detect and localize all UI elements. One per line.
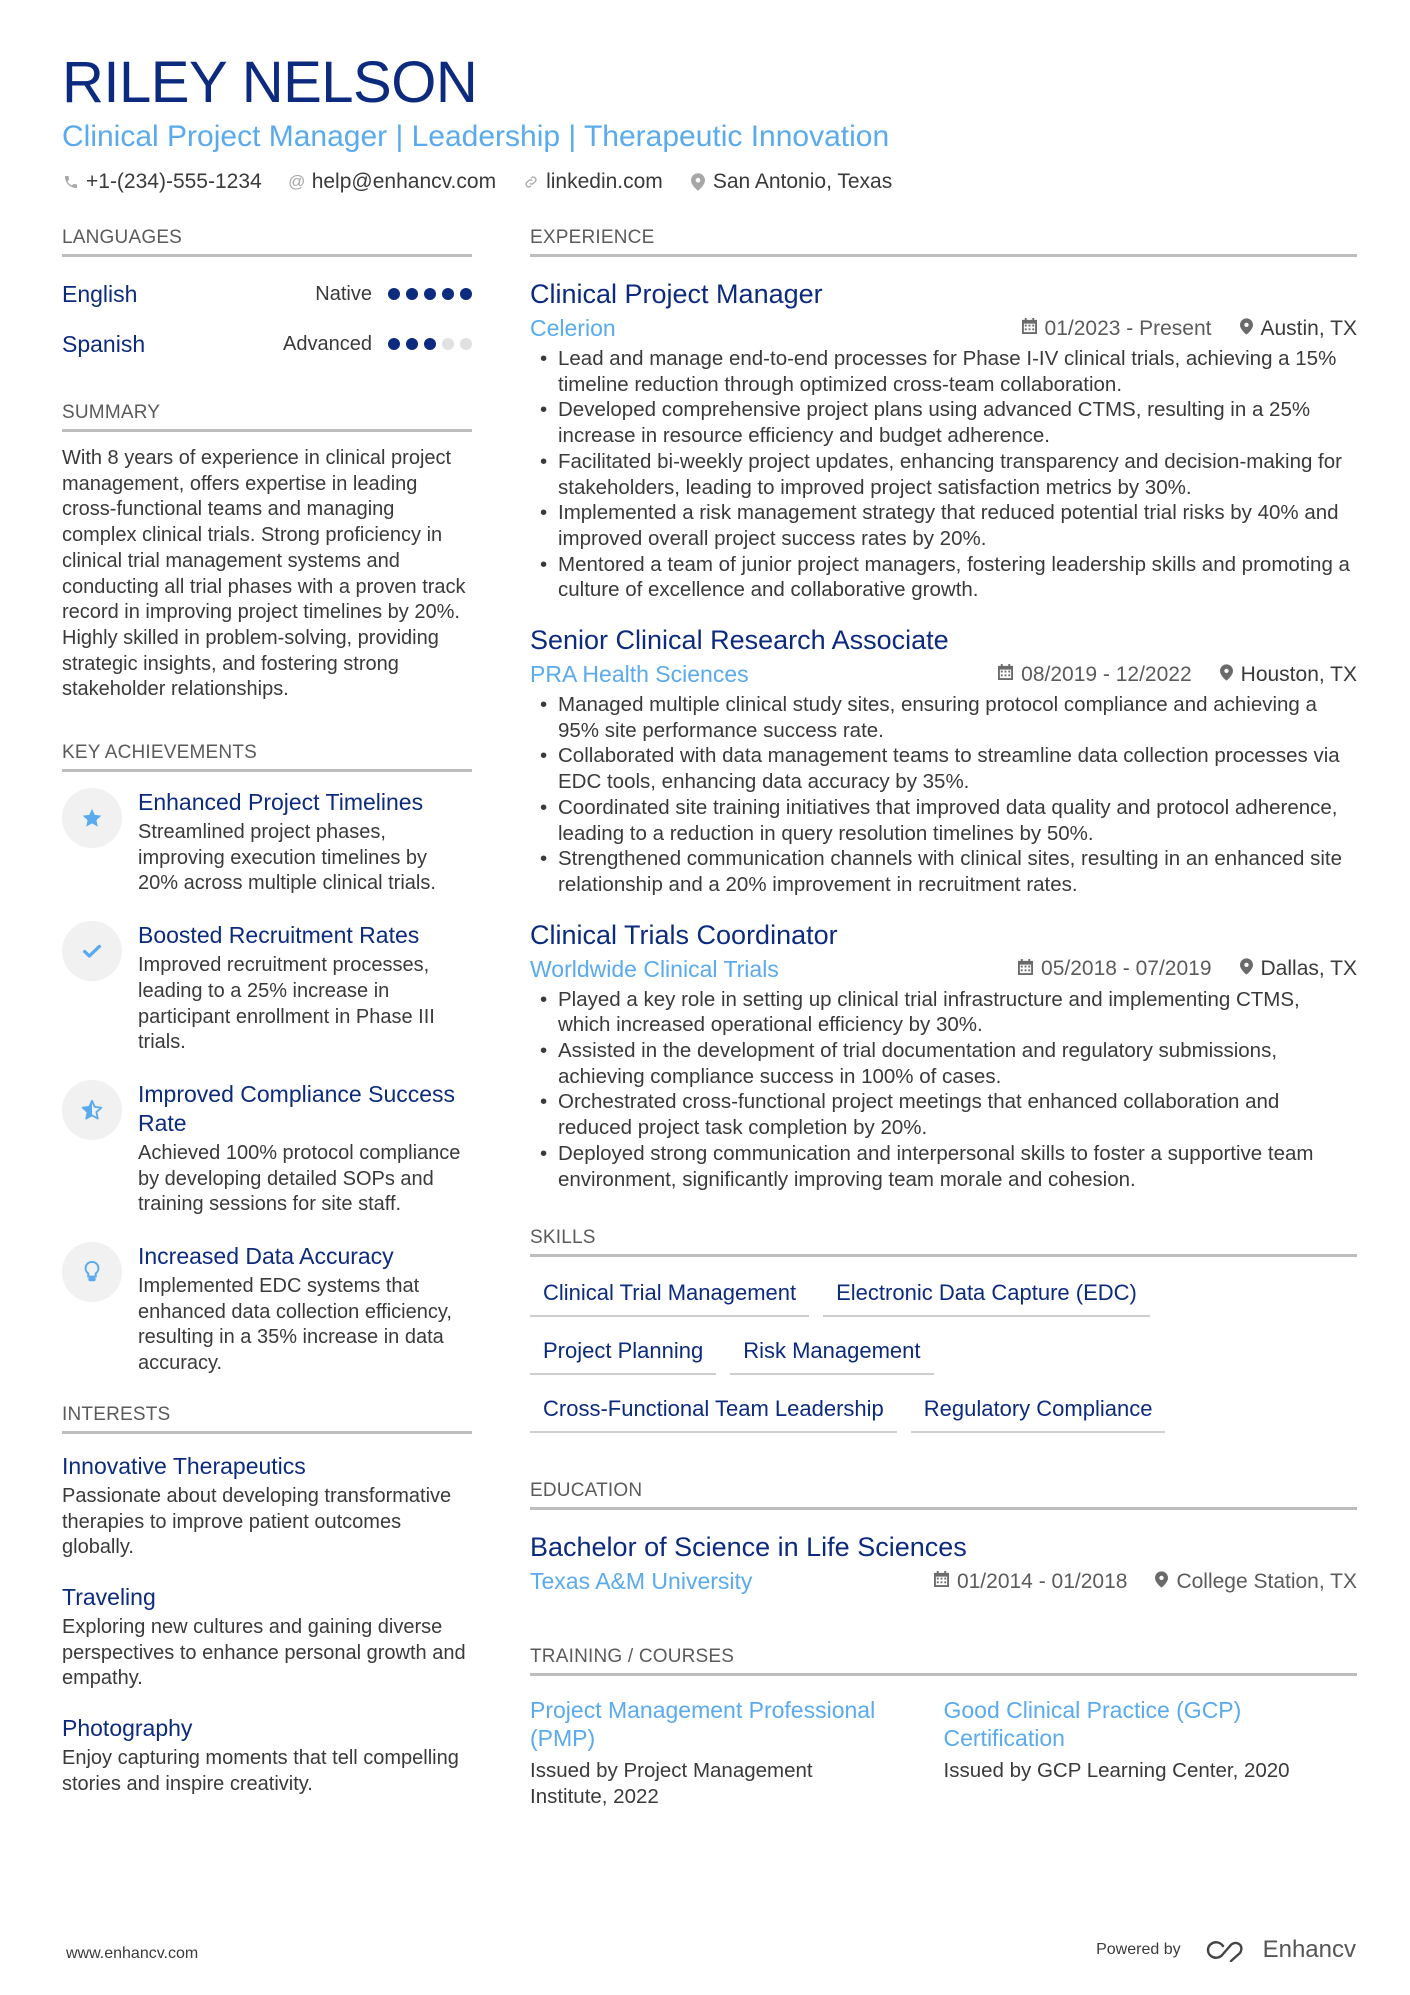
link-icon <box>522 174 540 190</box>
job-dates-value: 08/2019 - 12/2022 <box>1021 662 1192 686</box>
job-dates <box>1022 317 1212 341</box>
course-title: Good Clinical Practice (GCP) Certification <box>943 1697 1242 1752</box>
education-location <box>1155 1570 1357 1594</box>
dot-filled <box>460 288 472 300</box>
at-icon: @ <box>288 172 306 191</box>
powered-by-label: Powered by <box>1096 1941 1181 1958</box>
job-title: Clinical Project Manager <box>530 279 823 309</box>
job-dates-value: 01/2023 - Present <box>1044 316 1212 340</box>
job-location-value: Houston, TX <box>1240 662 1357 686</box>
job-entry <box>530 277 1357 603</box>
section-title-summary: SUMMARY <box>62 401 472 432</box>
job-location <box>1240 957 1357 981</box>
calendar-icon <box>1022 318 1037 339</box>
bullet-item: • Strengthened communication channels with clinical sites, resulting in an enhanced site relationship and a 20% improvement in recruitment rates. <box>530 846 1357 897</box>
bullet-item: • Lead and manage end-to-end processes for Phase I-IV clinical trials, achieving a 15% timeline reduction through optimized cross-team collaboration. <box>530 346 1357 397</box>
linkedin-value: linkedin.com <box>546 170 663 193</box>
language-name: English <box>62 280 138 307</box>
experience-section <box>530 226 1357 1192</box>
job-bullets <box>530 987 1357 1193</box>
section-title-interests: INTERESTS <box>62 1403 472 1434</box>
phone-icon <box>62 174 80 190</box>
interest-item <box>62 1714 472 1797</box>
achievements-section <box>62 741 472 1377</box>
achievement-desc: Improved recruitment processes, leading to a 25% increase in participant enrollment in Phase III trials. <box>138 954 435 1054</box>
interest-title: Innovative Therapeutics <box>62 1452 306 1479</box>
achievement-item <box>62 921 472 1056</box>
achievement-desc: Streamlined project phases, improving execution timelines by 20% across multiple clinical trials. <box>138 821 436 895</box>
training-section <box>530 1645 1357 1809</box>
bullet-item: • Assisted in the development of trial documentation and regulatory submissions, achieving compliance success in 100% of cases. <box>530 1038 1357 1089</box>
interest-item <box>62 1452 472 1561</box>
lightbulb-icon <box>62 1242 122 1302</box>
location-icon <box>1220 664 1233 686</box>
star-icon <box>62 788 122 848</box>
contact-location <box>689 170 892 194</box>
achievement-title: Increased Data Accuracy <box>138 1243 394 1270</box>
calendar-icon <box>934 1571 949 1592</box>
language-level: Advanced <box>283 332 372 355</box>
dot-empty <box>442 338 454 350</box>
job-location <box>1240 317 1358 341</box>
achievement-title: Boosted Recruitment Rates <box>138 922 420 949</box>
education-location-value: College Station, TX <box>1176 1569 1357 1593</box>
education-section <box>530 1479 1357 1595</box>
bullet-item: • Collaborated with data management teams to streamline data collection processes via EDC tools, enhancing data accuracy by 35%. <box>530 743 1357 794</box>
job-title: Senior Clinical Research Associate <box>530 625 949 656</box>
job-bullets <box>530 346 1357 603</box>
skill-tag: Electronic Data Capture (EDC) <box>823 1273 1150 1317</box>
achievement-item <box>62 1242 472 1377</box>
location-icon <box>1240 318 1253 340</box>
skills-list <box>530 1273 1230 1433</box>
achievement-item <box>62 1080 472 1218</box>
dot-empty <box>460 338 472 350</box>
skills-section <box>530 1226 1357 1433</box>
bullet-item: • Played a key role in setting up clinical trial infrastructure and implementing CTMS, which increased operational efficiency by 30%. <box>530 987 1357 1038</box>
language-level: Native <box>315 282 372 305</box>
bullet-item: • Deployed strong communication and interpersonal skills to foster a supportive team environment, significantly improving team morale and cohesion. <box>530 1141 1357 1192</box>
email-value: help@enhancv.com <box>311 170 497 193</box>
degree-title: Bachelor of Science in Life Sciences <box>530 1532 967 1563</box>
job-location-value: Austin, TX <box>1260 316 1357 340</box>
education-dates-value: 01/2014 - 01/2018 <box>956 1569 1128 1593</box>
contact-phone[interactable] <box>62 170 262 194</box>
job-entry <box>530 918 1357 1193</box>
skill-tag: Risk Management <box>730 1331 933 1375</box>
course-desc: Issued by GCP Learning Center, 2020 <box>943 1759 1290 1783</box>
location-value: San Antonio, Texas <box>712 170 893 193</box>
skill-tag: Project Planning <box>530 1331 716 1375</box>
dot-filled <box>388 288 400 300</box>
bullet-item: • Managed multiple clinical study sites, ensuring protocol compliance and achieving a 95% site performance success rate. <box>530 692 1357 743</box>
section-title-experience: EXPERIENCE <box>530 226 1357 257</box>
achievement-desc: Implemented EDC systems that enhanced data collection efficiency, resulting in a 35% increase in data accuracy. <box>138 1275 452 1375</box>
star-half-icon <box>62 1080 122 1140</box>
bullet-item: • Implemented a risk management strategy that reduced potential trial risks by 40% and improved overall project success rates by 20%. <box>530 500 1357 551</box>
course-desc: Issued by Project Management Institute, 2022 <box>530 1759 813 1808</box>
achievement-title: Enhanced Project Timelines <box>138 789 424 816</box>
bullet-item: • Coordinated site training initiatives that improved data quality and protocol adherence, leading to a reduction in query resolution timelines by 50%. <box>530 795 1357 846</box>
interest-title: Photography <box>62 1715 193 1742</box>
course-item <box>530 1696 944 1809</box>
enhancv-logo-icon <box>1205 1938 1251 1962</box>
location-icon <box>1240 958 1253 980</box>
contact-email[interactable] <box>288 170 496 194</box>
job-location-value: Dallas, TX <box>1260 957 1357 981</box>
course-title: Project Management Professional (PMP) <box>530 1697 876 1752</box>
education-entry <box>530 1530 1357 1595</box>
resume-header <box>62 48 1362 194</box>
achievement-title: Improved Compliance Success Rate <box>138 1080 456 1136</box>
skill-tag: Cross-Functional Team Leadership <box>530 1389 897 1433</box>
job-company: Celerion <box>530 315 616 341</box>
dot-filled <box>406 288 418 300</box>
left-column <box>62 226 472 1820</box>
bullet-item: • Orchestrated cross-functional project meetings that enhanced collaboration and reduced project task completion by 20%. <box>530 1089 1357 1140</box>
job-dates <box>1018 957 1211 981</box>
summary-section <box>62 401 472 703</box>
skill-tag: Clinical Trial Management <box>530 1273 809 1317</box>
school-name: Texas A&M University <box>530 1568 753 1595</box>
job-bullets <box>530 692 1357 898</box>
section-title-skills: SKILLS <box>530 1226 1357 1257</box>
proficiency-dots <box>388 288 472 300</box>
languages-section <box>62 226 472 369</box>
bullet-item: • Mentored a team of junior project managers, fostering leadership skills and promoting a culture of excellence and collaborative growth. <box>530 552 1357 603</box>
job-dates <box>998 663 1191 687</box>
interest-desc: Enjoy capturing moments that tell compelling stories and inspire creativity. <box>62 1747 459 1795</box>
achievement-desc: Achieved 100% protocol compliance by developing detailed SOPs and training sessions for site staff. <box>138 1141 461 1216</box>
job-dates-value: 05/2018 - 07/2019 <box>1041 957 1212 981</box>
job-location <box>1220 663 1357 687</box>
job-company: Worldwide Clinical Trials <box>530 955 779 982</box>
job-title: Clinical Trials Coordinator <box>530 919 838 950</box>
achievement-item <box>62 788 472 897</box>
footer-branding <box>1096 1936 1356 1964</box>
language-item <box>62 319 472 369</box>
footer-website[interactable]: www.enhancv.com <box>66 1945 199 1962</box>
contact-bar <box>62 170 1362 194</box>
interest-title: Traveling <box>62 1583 156 1610</box>
dot-filled <box>424 338 436 350</box>
interest-desc: Passionate about developing transformative therapies to improve patient outcomes globally. <box>62 1484 452 1559</box>
dot-filled <box>424 288 436 300</box>
dot-filled <box>442 288 454 300</box>
dot-filled <box>406 338 418 350</box>
language-name: Spanish <box>62 330 146 357</box>
bullet-item: • Developed comprehensive project plans using advanced CTMS, resulting in a 25% increase in resource efficiency and budget adherence. <box>530 397 1357 448</box>
section-title-education: EDUCATION <box>530 1479 1357 1510</box>
language-item <box>62 269 472 319</box>
calendar-icon <box>998 664 1013 685</box>
job-company: PRA Health Sciences <box>530 661 749 688</box>
interests-section <box>62 1403 472 1798</box>
right-column <box>530 226 1357 1810</box>
section-title-languages: LANGUAGES <box>62 226 472 257</box>
bullet-item: • Facilitated bi-weekly project updates, enhancing transparency and decision-making for stakeholders, leading to improved project satisfaction metrics by 30%. <box>530 449 1357 500</box>
location-icon <box>689 173 707 191</box>
section-title-training: TRAINING / COURSES <box>530 1645 1357 1676</box>
contact-linkedin[interactable] <box>522 170 663 194</box>
section-title-achievements: KEY ACHIEVEMENTS <box>62 741 472 772</box>
job-entry <box>530 623 1357 898</box>
location-icon <box>1155 1571 1168 1593</box>
calendar-icon <box>1018 959 1033 980</box>
summary-text: With 8 years of experience in clinical project management, offers expertise in leading cross-functional teams and managing complex clinical trials. Strong proficiency in clinical trial management systems and conducting all trial phases with a proven track record in improving project timelines by 20%. Highly skilled in problem-solving, providing strategic insights, and fostering strong stakeholder relationships. <box>62 447 466 701</box>
course-item <box>944 1696 1358 1809</box>
interest-item <box>62 1583 472 1692</box>
dot-filled <box>388 338 400 350</box>
phone-value: +1-(234)-555-1234 <box>86 170 262 193</box>
enhancv-logo[interactable] <box>1205 1936 1356 1964</box>
candidate-name: RILEY NELSON <box>62 50 478 115</box>
check-icon <box>62 921 122 981</box>
skill-tag: Regulatory Compliance <box>911 1389 1166 1433</box>
interest-desc: Exploring new cultures and gaining diverse perspectives to enhance personal growth and empathy. <box>62 1615 466 1690</box>
candidate-headline: Clinical Project Manager | Leadership | Therapeutic Innovation <box>62 120 890 153</box>
education-dates <box>934 1570 1127 1594</box>
brand-name: Enhancv <box>1262 1936 1356 1963</box>
proficiency-dots <box>388 338 472 350</box>
